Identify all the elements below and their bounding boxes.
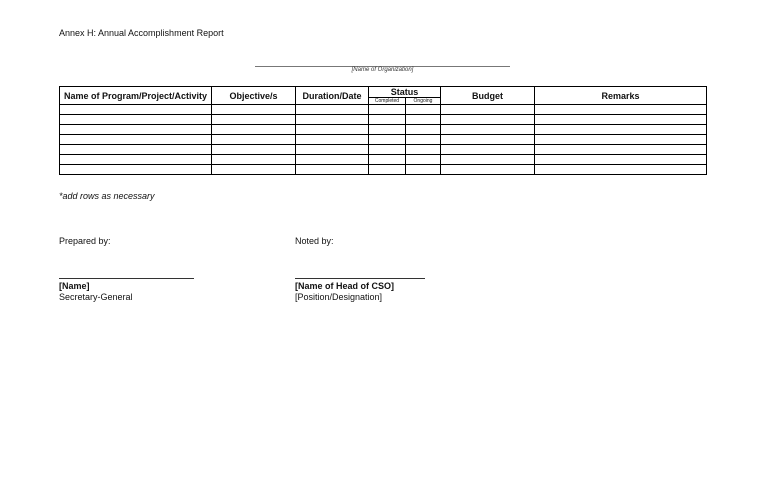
footnote: *add rows as necessary <box>59 191 155 201</box>
column-header-remarks: Remarks <box>535 87 707 105</box>
table-cell <box>441 155 535 165</box>
table-cell <box>60 105 212 115</box>
table-cell <box>441 135 535 145</box>
table-row <box>60 145 707 155</box>
table-cell <box>406 135 441 145</box>
table-cell <box>212 155 296 165</box>
table-cell <box>441 115 535 125</box>
table-cell <box>369 165 406 175</box>
table-cell <box>212 105 296 115</box>
table-cell <box>535 125 707 135</box>
subheader-ongoing: Ongoing <box>406 98 441 105</box>
noted-by-label: Noted by: <box>295 236 334 246</box>
table-cell <box>535 155 707 165</box>
noted-by-name: [Name of Head of CSO] <box>295 281 395 291</box>
subheader-completed: Completed <box>369 98 406 105</box>
table-cell <box>406 155 441 165</box>
table-cell <box>369 155 406 165</box>
table-cell <box>441 105 535 115</box>
table-cell <box>212 125 296 135</box>
table-cell <box>406 125 441 135</box>
prepared-signature-line <box>59 278 194 279</box>
column-header-budget: Budget <box>441 87 535 105</box>
table-cell <box>441 125 535 135</box>
table-cell <box>296 165 369 175</box>
table-cell <box>535 165 707 175</box>
column-header-objectives: Objective/s <box>212 87 296 105</box>
table-cell <box>296 115 369 125</box>
annex-title: Annex H: Annual Accomplishment Report <box>59 28 224 38</box>
table-cell <box>406 105 441 115</box>
table-cell <box>441 165 535 175</box>
table-cell <box>369 125 406 135</box>
table-cell <box>441 145 535 155</box>
prepared-by-label: Prepared by: <box>59 236 111 246</box>
accomplishment-table <box>59 86 707 175</box>
table-cell <box>369 135 406 145</box>
noted-signature-line <box>295 278 425 279</box>
table-cell <box>535 105 707 115</box>
prepared-by-name: [Name] <box>59 281 90 291</box>
table-cell <box>296 155 369 165</box>
table-cell <box>212 165 296 175</box>
table-cell <box>60 165 212 175</box>
column-header-status: Status <box>369 87 441 98</box>
table-cell <box>369 145 406 155</box>
table-cell <box>406 165 441 175</box>
table-cell <box>535 145 707 155</box>
table-cell <box>535 135 707 145</box>
table-row <box>60 155 707 165</box>
table-cell <box>535 115 707 125</box>
table-cell <box>296 145 369 155</box>
table-cell <box>406 145 441 155</box>
table-cell <box>406 115 441 125</box>
table-cell <box>212 135 296 145</box>
table-row <box>60 165 707 175</box>
table-cell <box>60 135 212 145</box>
prepared-by-position: Secretary-General <box>59 292 133 302</box>
organization-name-placeholder: [Name of Organization] <box>351 67 414 73</box>
table-row <box>60 105 707 115</box>
noted-by-position: [Position/Designation] <box>295 292 383 302</box>
table-cell <box>369 105 406 115</box>
table-cell <box>296 125 369 135</box>
table-cell <box>212 115 296 125</box>
table-cell <box>60 125 212 135</box>
table-cell <box>212 145 296 155</box>
table-cell <box>296 135 369 145</box>
table-cell <box>296 105 369 115</box>
table-cell <box>60 155 212 165</box>
table-cell <box>60 145 212 155</box>
table-cell <box>60 115 212 125</box>
table-row <box>60 115 707 125</box>
table-row <box>60 135 707 145</box>
table-cell <box>369 115 406 125</box>
column-header-duration: Duration/Date <box>296 87 369 105</box>
column-header-program: Name of Program/Project/Activity <box>60 87 212 105</box>
table-row <box>60 125 707 135</box>
